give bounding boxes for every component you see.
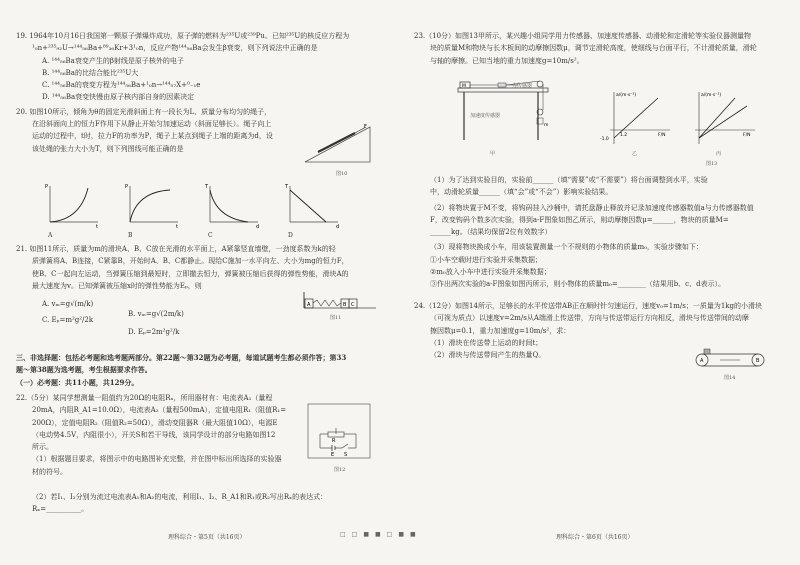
- spring: [313, 300, 341, 306]
- accel-sensor-label: 加速度传感器: [470, 113, 501, 119]
- q21-option-a: A. vₘ=g√(m/k): [42, 300, 94, 309]
- question-22-part2: [16, 491, 388, 516]
- q20-line: 20. 如图10所示，倾角为θ的固定光滑斜面上有一段长为L、质量分布均匀的绳子，: [16, 107, 272, 116]
- q21-line: 使B、C一起向左运动，当弹簧压缩到最短时，立即撤去恒力，弹簧被压缩后获得的弹性势能，滑块A的: [32, 269, 349, 278]
- q21-line: 质弹簧将A、B连接，C紧靠B，开始时A、B、C都静止。现给C施加一水平向左、大小为mg的恒力F，: [32, 257, 349, 266]
- q21-option-d: D. Eₚ=2m²g²/k: [128, 328, 180, 336]
- q22-part2: （2）若I₁、I₂分别为流过电流表A₁和A₂的电流，利用I₁、I₂、R_A1和R₁或R₂写出Rₓ的表达式：: [32, 493, 328, 501]
- section-3-required: （一）必考题：共11小题，共129分。: [16, 377, 139, 387]
- fig13-label-bing: 丙: [716, 151, 722, 157]
- page-footer-right: 理科综合・第6页（共16页）: [556, 534, 634, 541]
- q24-line: 24.（12分）如图14所示，足够长的水平传送带AB正在顺时针匀速运行，速度v₀=1m/s；一质量为1kg的小滑块: [414, 302, 762, 310]
- yi-tick-x: 1.2: [620, 133, 628, 138]
- svg-text:C: C: [351, 302, 355, 308]
- incline-figure: [300, 122, 380, 172]
- page-footer-left: 理科综合・第5页（共16页）: [168, 534, 246, 541]
- q20-label-b: B: [128, 232, 133, 239]
- q23-step: ①小车空载时进行实验并采集数据；: [430, 255, 542, 264]
- svg-text:T: T: [285, 184, 289, 190]
- q19-option-a: A. ¹⁴⁴₅₆Ba衰变产生的β射线是原子核外的电子: [42, 56, 184, 65]
- svg-text:d: d: [256, 224, 260, 230]
- q20-line: 在沿斜面向上的恒力F作用下从静止开始匀加速运动（斜面足够长）。绳子向上: [32, 120, 272, 129]
- q24-part2: （2）滑块与传送带间产生的热量Q。: [430, 351, 546, 360]
- q23-part2: F，改变钩码个数多次实验，得到a-F图象如图乙所示，则动摩擦因数μ=______，物块的质量M=: [430, 215, 729, 224]
- fig10-caption: 图10: [336, 171, 348, 177]
- q22-line: （电动势4.5V，内阻很小），开关S和若干导线，该同学设计的部分电路如图12: [32, 430, 276, 439]
- question-23-parts: [414, 174, 792, 291]
- q19-option-b: B. ¹⁴⁴₅₆Ba的比结合能比²³⁵U大: [42, 68, 139, 77]
- svg-text:M: M: [462, 84, 466, 89]
- svg-text:A: A: [307, 302, 311, 308]
- svg-text:S: S: [344, 452, 348, 458]
- table-top: [458, 88, 548, 92]
- q20-option-graphs: [40, 182, 350, 232]
- q23-step: ③作出两次实验的a-F图象如图丙所示，则小物体的质量m₀=________（结果用b、c、d表示）。: [430, 280, 726, 289]
- force-sensor-label: 力传感器: [512, 83, 533, 89]
- q22-part1: 材的符号。: [32, 467, 67, 476]
- q23-part3: （3）现将物块换成小车，用该装置测量一个不规则的小物体的质量m₀，实验步骤如下：: [430, 243, 703, 252]
- q21-line: 21. 如图11所示，质量为m的滑块A、B、C放在光滑的水平面上，A紧靠竖直墙壁，一劲度系数为k的轻: [16, 245, 336, 253]
- rope: [318, 133, 355, 152]
- force-sensor: [498, 83, 506, 87]
- question-23: [414, 30, 792, 67]
- q24-line: 擦因数μ=0.1，重力加速度g=10m/s²，求：: [430, 326, 571, 335]
- question-22: [16, 392, 296, 478]
- svg-text:A: A: [700, 358, 704, 364]
- yi-tick-y: -1.0: [600, 137, 609, 142]
- q22-line: 200Ω），定值电阻R₂（阻值R₂=50Ω），滑动变阻器R（最大阻值10Ω），电源E: [32, 418, 278, 427]
- q19-option-d: D. ¹⁴⁴₅₆Ba衰变快慢由原子核内部自身的因素决定: [42, 93, 195, 102]
- q20-line: 该处绳的张力大小为T，则下列图线可能正确的是: [32, 144, 184, 153]
- q19-line: 19. 1964年10月16日我国第一颗原子弹爆炸成功，原子弹的燃料为²³⁵U或²³⁹Pu。已知²³⁵U的核反应方程为: [16, 32, 350, 40]
- graph-yi: [600, 88, 675, 148]
- q23-part2: （2）将物块置于M不变，将钩码挂入沙桶中，请托盘静止释放并记录加速度传感器数值a与力传感器数值: [430, 203, 754, 212]
- q19-line: ¹₀n+²³⁵₉₂U→¹⁴⁴₅₆Ba+⁸⁹₃₆Kr+3¹₀n，反应产物¹⁴⁴₅₆Ba会发生β衰变，则下列说法中正确的是: [32, 44, 318, 53]
- q21-option-c: C. Eₚ=m²g²/2k: [42, 316, 94, 325]
- fixed-pulley: [537, 81, 543, 87]
- svg-text:m: m: [544, 123, 549, 128]
- svg-text:E: E: [331, 452, 335, 458]
- fig13-caption: 图13: [706, 161, 718, 167]
- q24-line: （可视为质点）以速度v=2m/s从A端滑上传送带，方向与传送带运行方向相反，滑块与传送带间的动摩: [430, 314, 749, 323]
- fig14-caption: 图14: [724, 375, 736, 381]
- svg-text:d: d: [336, 224, 340, 230]
- section-3: [16, 352, 388, 389]
- q22-line: 所示。: [32, 443, 53, 452]
- q23-part2: ______kg。（结果均保留2位有效数字）: [430, 228, 552, 237]
- q20-graph-a: [45, 184, 98, 230]
- q24-part1: （1）滑块在传送带上运动的时间t；: [430, 338, 543, 347]
- circuit-figure: [300, 398, 380, 468]
- svg-text:P: P: [125, 184, 129, 190]
- graph-bing: [685, 88, 760, 148]
- right-page: [414, 30, 792, 67]
- bing-axis-x: F/N: [743, 133, 751, 138]
- yi-axis-x: F/N: [658, 133, 666, 138]
- fig12-caption: 图12: [334, 467, 346, 473]
- svg-text:B: B: [756, 358, 760, 364]
- q21-option-b: B. vₘ=g√(2m/k): [128, 310, 184, 318]
- q19-option-c: C. ¹⁴⁴₅₆Ba的衰变方程为¹⁴⁴₅₆Ba+¹₀n→¹⁴⁴₅₇X+⁰₋₁e: [42, 81, 201, 90]
- q20-label-a: A: [48, 232, 53, 239]
- svg-text:R: R: [332, 438, 336, 444]
- q23-line: 块的质量M和物块与长木板间的动摩擦因数μ，调节定滑轮高度，使细线与台面平行，不计滑轮质量，滑轮: [430, 44, 757, 53]
- fig13-label-yi: 乙: [632, 151, 638, 157]
- fig13-label-jia: 甲: [490, 151, 496, 157]
- q20-graph-b: [125, 184, 178, 230]
- q23-part1: 中，动滑轮质量______（填“会”或“不会”）影响实验结果。: [430, 188, 613, 197]
- svg-text:t: t: [176, 224, 178, 230]
- fig11-caption: 图11: [330, 315, 342, 321]
- yi-axis-y: a/(m·s⁻²): [616, 93, 637, 98]
- conveyor-figure: [690, 342, 770, 372]
- q20-graph-c: [204, 184, 259, 230]
- svg-text:T: T: [205, 184, 209, 190]
- page-divider-marks: □□■■□■■: [340, 531, 422, 538]
- q20-label-c: C: [208, 232, 213, 239]
- svg-text:t: t: [96, 224, 98, 230]
- switch: [342, 444, 348, 448]
- q23-line: 与轴的摩擦。已知当地的重力加速度g=10m/s²。: [430, 56, 584, 65]
- q22-answer: Rₓ=__________。: [32, 505, 89, 514]
- q20-graph-d: [284, 184, 339, 230]
- q23-step: ②m₀放入小车中进行实验并采集数据；: [430, 268, 551, 277]
- bing-axis-y: a/(m·s⁻²): [701, 93, 722, 98]
- blocks-spring-figure: [300, 290, 380, 312]
- apparatus-figure: [448, 70, 558, 145]
- section-3-heading: 题～第38题为选考题，考生根据要求作答。: [16, 365, 152, 375]
- q23-part1: （1）为了达到实验目的，实验前______（填“需要”或“不需要”）将台面调整到水平，实验: [430, 176, 708, 184]
- q23-line: 23.（10分）如图13甲所示，某兴趣小组同学用力传感器、加速度传感器、动滑轮和定滑轮等实验仪器测量物: [414, 32, 751, 40]
- svg-text:P: P: [45, 184, 49, 190]
- q20-label-d: D: [288, 232, 293, 239]
- section-3-heading: 三、非选择题：包括必考题和选考题两部分。第22题～第32题为必考题，每道试题考生都必须作答；第33: [16, 353, 347, 362]
- q21-line: 最大速度为v。已知弹簧被压缩x时的弹性势能为Eₚ，则: [32, 281, 202, 290]
- yi-line: [614, 98, 658, 138]
- q22-line: 22.（5分）某同学想测量一阻值约为20Ω的电阻Rₓ，所用器材有：电流表A₁（量程: [16, 394, 273, 402]
- slider-block: [704, 349, 710, 354]
- q22-part1: （1）根据题目要求，将图示中的电路图补充完整，并在图中标出所选择的实验器: [32, 455, 282, 464]
- svg-text:B: B: [343, 302, 347, 308]
- svg-text:F: F: [364, 124, 367, 130]
- q22-line: 20mA，内阻R_A1=10.0Ω），电流表A₂（量程500mA），定值电阻R₁（阻值R₁=: [32, 406, 287, 415]
- question-19: [16, 30, 388, 104]
- q20-line: 运动的过程中，t时，拉力F的功率为P，绳子上某点到绳子上端的距离为d，设: [32, 132, 273, 141]
